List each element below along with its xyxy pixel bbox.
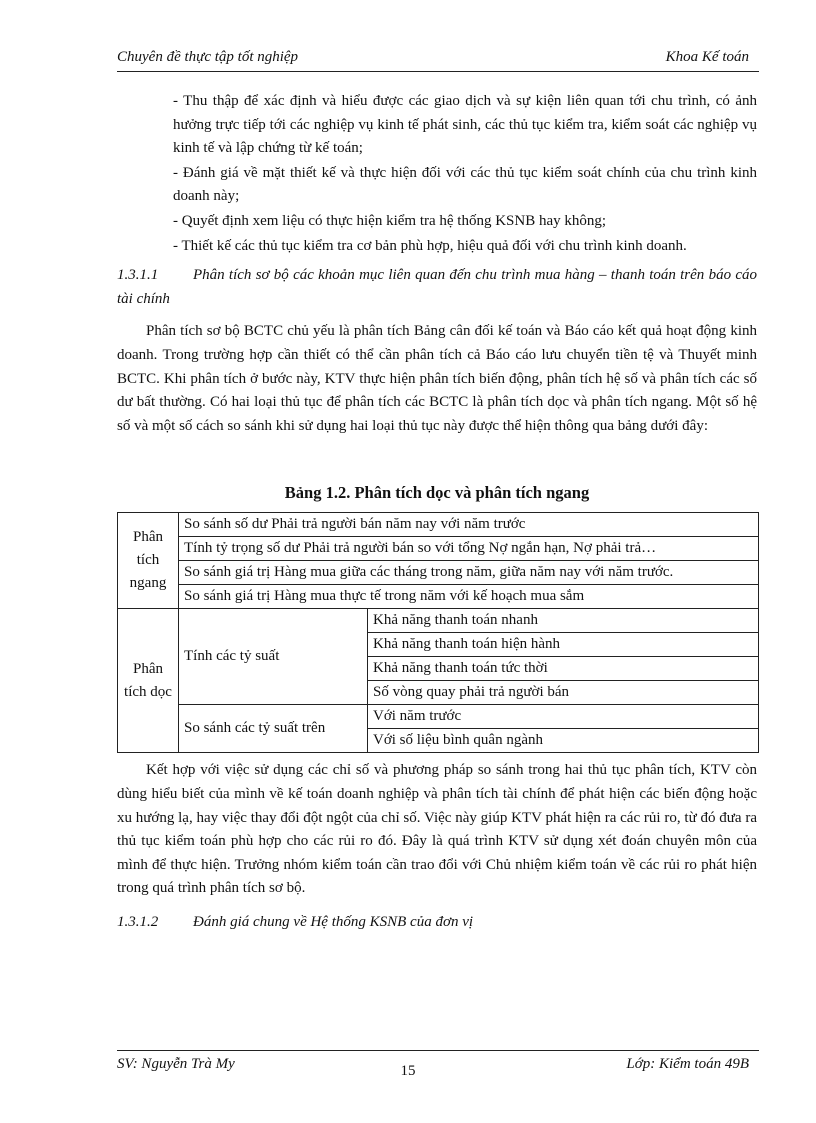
section-title: Đánh giá chung về Hệ thống KSNB của đơn vị [193, 913, 474, 930]
table-cell: Với số liệu bình quân ngành [368, 729, 759, 753]
page-body [117, 90, 757, 943]
subgroup-label: Tính các tỷ suất [179, 609, 368, 705]
table-cell: So sánh giá trị Hàng mua giữa các tháng trong năm, giữa năm nay với năm trước. [179, 561, 759, 585]
group-label-vertical: Phân tích dọc [118, 609, 179, 753]
page-header [117, 49, 759, 69]
section-number: 1.3.1.1 [117, 267, 159, 284]
section-number: 1.3.1.2 [117, 913, 159, 930]
footer-student: SV: Nguyễn Trà My [117, 1056, 235, 1072]
section-heading-2 [117, 911, 757, 935]
header-department: Khoa Kế toán [665, 49, 749, 65]
paragraph: Kết hợp với việc sử dụng các chỉ số và phương pháp so sánh trong hai thủ tục phân tích, KTV còn dùng hiểu biết của mình về kế toán doanh nghiệp và phân tích tài chính để phát hiện các biến động hoặc xu hướng lạ, hay việc thay đổi đột ngột của chỉ số. Việc này giúp KTV phát hiện ra các rủi ro, từ đó đưa ra thủ tục kiểm toán phù hợp cho các rủi ro đó. Đây là quá trình KTV sử dụng xét đoán chuyên môn của mình để thực hiện. Trưởng nhóm kiểm toán cần trao đổi với Chủ nhiệm kiểm toán về các rủi ro phát hiện trong quá trình phân tích sơ bộ. [117, 762, 757, 897]
header-rule [117, 71, 759, 72]
table-caption: Bảng 1.2. Phân tích dọc và phân tích ngang [284, 483, 590, 503]
footer-class: Lớp: Kiểm toán 49B [626, 1056, 749, 1072]
bullet-item: - Thu thập để xác định và hiểu được các giao dịch và sự kiện liên quan tới chu trình, có ảnh hưởng trực tiếp tới các nghiệp vụ kinh tế phát sinh, các thủ tục kiểm tra, kiểm soát các nghiệp vụ kinh tế và lập chứng từ kế toán; [173, 93, 757, 157]
header-title: Chuyên đề thực tập tốt nghiệp [117, 49, 299, 65]
table-row [118, 513, 759, 537]
subgroup-label: So sánh các tỷ suất trên [179, 705, 368, 753]
bullet-item: - Thiết kế các thủ tục kiểm tra cơ bản phù hợp, hiệu quả đối với chu trình kinh doanh. [173, 237, 687, 254]
analysis-table [117, 512, 759, 753]
table-cell: So sánh số dư Phải trả người bán năm nay với năm trước [179, 513, 759, 537]
paragraph: Phân tích sơ bộ BCTC chủ yếu là phân tích Bảng cân đối kế toán và Báo cáo kết quả hoạt động kinh doanh. Trong trường hợp cần thiết có thể cần phân tích cả Báo cáo lưu chuyển tiền tệ và Thuyết minh BCTC. Khi phân tích ở bước này, KTV thực hiện phân tích biến động, phân tích hệ số và phân tích các số dư bất thường. Có hai loại thủ tục để phân tích các BCTC là phân tích dọc và phân tích ngang. Một số hệ số và một số cách so sánh khi sử dụng hai loại thủ tục này được thể hiện thông qua bảng dưới đây: [117, 323, 757, 434]
table-cell: Tính tỷ trọng số dư Phải trả người bán so với tổng Nợ ngắn hạn, Nợ phải trả… [179, 537, 759, 561]
table-row [118, 609, 759, 633]
bullet-list [117, 90, 757, 258]
bullet-item: - Đánh giá về mặt thiết kế và thực hiện đối với các thủ tục kiểm soát chính của chu trình kinh doanh này; [173, 164, 757, 205]
table-cell: So sánh giá trị Hàng mua thực tế trong năm với kế hoạch mua sắm [179, 585, 759, 609]
footer-rule [117, 1050, 759, 1051]
table-cell: Với năm trước [368, 705, 759, 729]
group-label-horizontal: Phân tích ngang [118, 513, 179, 609]
table-row [118, 561, 759, 585]
bullet-item: - Quyết định xem liệu có thực hiện kiểm tra hệ thống KSNB hay không; [173, 212, 607, 229]
table-row [118, 585, 759, 609]
section-heading-1 [117, 264, 757, 311]
table-row [118, 705, 759, 729]
table-cell: Khả năng thanh toán hiện hành [368, 633, 759, 657]
table-cell: Số vòng quay phải trả người bán [368, 681, 759, 705]
section-title: Phân tích sơ bộ các khoản mục liên quan đến chu trình mua hàng – thanh toán trên báo cáo tài chính [117, 267, 757, 307]
page-number: 15 [400, 1063, 416, 1079]
table-row [118, 537, 759, 561]
table-cell: Khả năng thanh toán tức thời [368, 657, 759, 681]
table-cell: Khả năng thanh toán nhanh [368, 609, 759, 633]
